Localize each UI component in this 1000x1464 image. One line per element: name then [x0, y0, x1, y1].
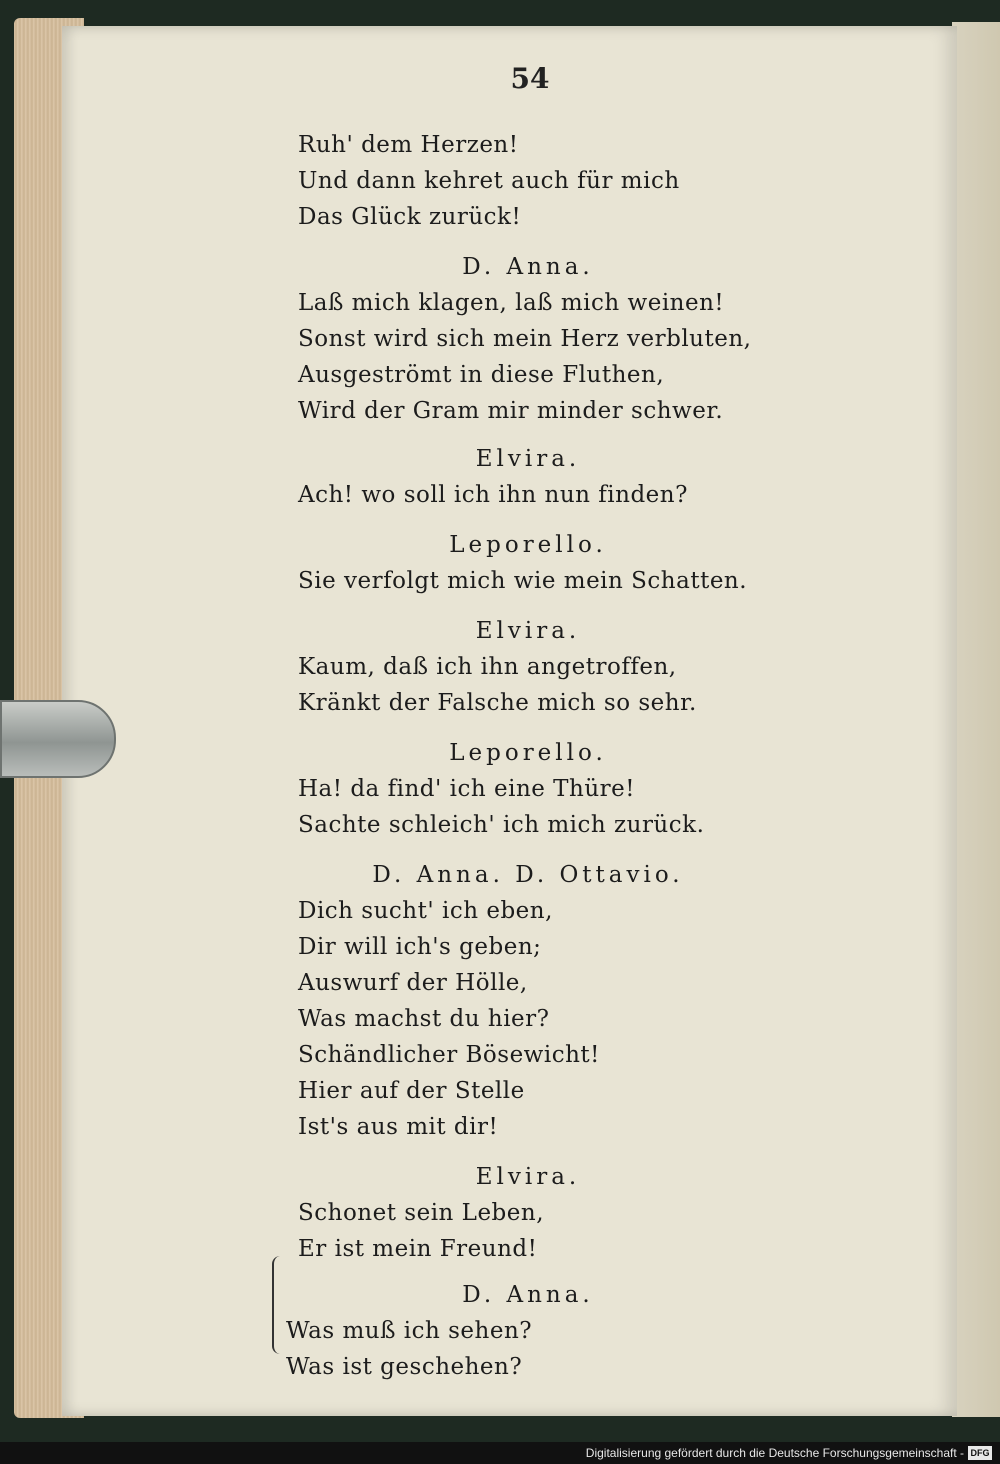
verse-line: Dich sucht' ich eben,: [298, 898, 553, 924]
book-clip: [0, 700, 116, 778]
speaker-name: Leporello.: [449, 532, 607, 558]
verse-line: Was ist geschehen?: [286, 1354, 523, 1380]
speaker-name: Elvira.: [475, 446, 581, 472]
footer-bar: [0, 1442, 1000, 1464]
verse-line: Wird der Gram mir minder schwer.: [298, 398, 724, 424]
verse-line: Dir will ich's geben;: [298, 934, 542, 960]
verse-line: Auswurf der Hölle,: [298, 970, 528, 996]
verse-line: Laß mich klagen, laß mich weinen!: [298, 290, 725, 316]
speaker-name: Leporello.: [449, 740, 607, 766]
footer-credit: Digitalisierung gefördert durch die Deutsche Forschungsgemeinschaft -: [585, 1446, 964, 1460]
speaker-name: D. Anna.: [462, 254, 594, 280]
verse-line: Das Glück zurück!: [298, 204, 522, 230]
verse-line: Schändlicher Bösewicht!: [298, 1042, 600, 1068]
verse-line: Ist's aus mit dir!: [298, 1114, 499, 1140]
verse-line: Was machst du hier?: [298, 1006, 550, 1032]
speaker-name: D. Anna. D. Ottavio.: [372, 862, 684, 888]
facing-page-edge: [952, 22, 1000, 1417]
verse-line: Ha! da find' ich eine Thüre!: [298, 776, 635, 802]
verse-line: Ausgeströmt in diese Fluthen,: [298, 362, 665, 388]
verse-line: Sie verfolgt mich wie mein Schatten.: [298, 568, 748, 594]
speaker-name: D. Anna.: [462, 1282, 594, 1308]
verse-line: Schonet sein Leben,: [298, 1200, 545, 1226]
verse-line: Ruh' dem Herzen!: [298, 132, 519, 158]
speaker-name: Elvira.: [475, 618, 581, 644]
verse-line: Sachte schleich' ich mich zurück.: [298, 812, 705, 838]
verse-line: Kränkt der Falsche mich so sehr.: [298, 690, 697, 716]
verse-line: Und dann kehret auch für mich: [298, 168, 680, 194]
speaker-name: Elvira.: [475, 1164, 581, 1190]
verse-line: Hier auf der Stelle: [298, 1078, 525, 1104]
verse-line: Kaum, daß ich ihn angetroffen,: [298, 654, 677, 680]
verse-line: Ach! wo soll ich ihn nun finden?: [298, 482, 688, 508]
verse-line: Was muß ich sehen?: [286, 1318, 533, 1344]
brace-mark: [272, 1256, 284, 1354]
dfg-logo: DFG: [968, 1446, 992, 1460]
verse-line: Er ist mein Freund!: [298, 1236, 538, 1262]
page-number: 54: [510, 62, 550, 95]
verse-line: Sonst wird sich mein Herz verbluten,: [298, 326, 752, 352]
